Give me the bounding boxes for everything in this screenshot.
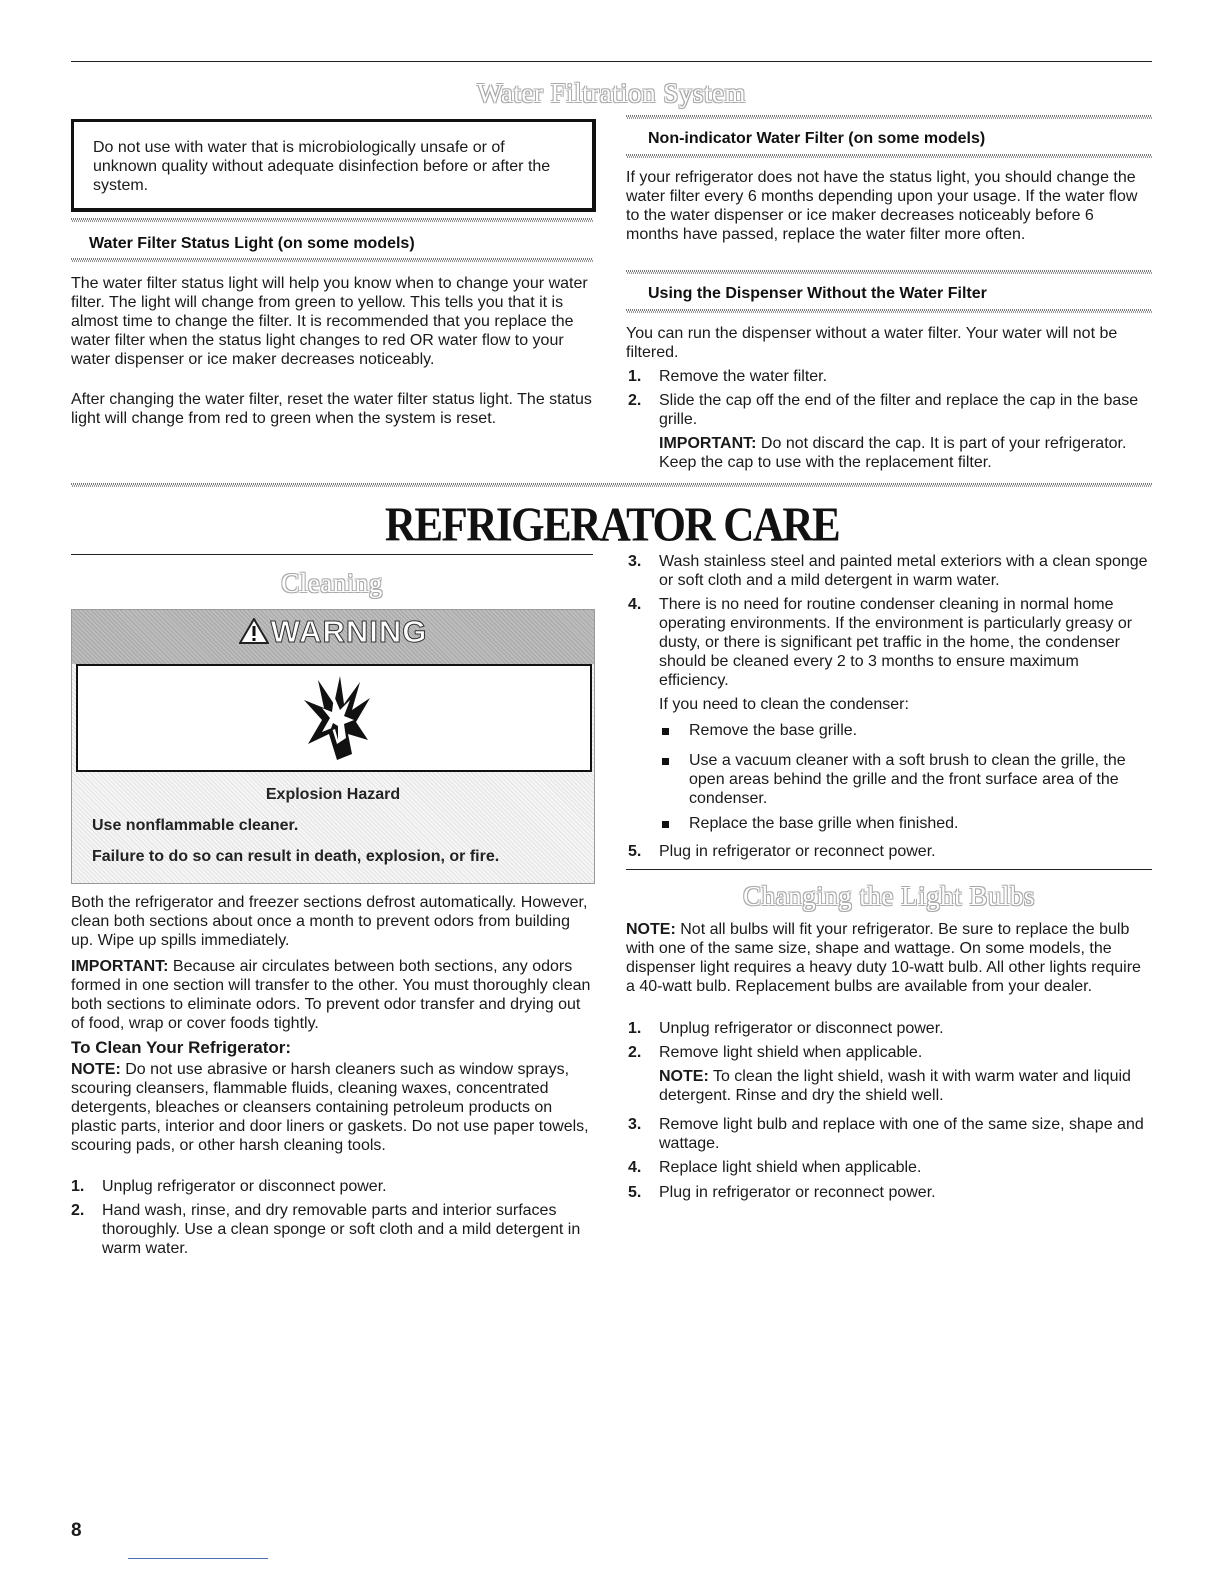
warning-label: WARNING bbox=[270, 614, 428, 649]
notice-text: Do not use with water that is microbiologically unsafe or of unknown quality without adequate disinfection before or after the system. bbox=[93, 139, 551, 194]
important-label: IMPORTANT: bbox=[659, 435, 757, 452]
bullet-text: Remove the base grille. bbox=[689, 722, 858, 739]
step-number: 3. bbox=[628, 1116, 642, 1133]
divider bbox=[626, 270, 1152, 274]
step-text: Unplug refrigerator or disconnect power. bbox=[659, 1020, 944, 1037]
warning-line1: Use nonflammable cleaner. bbox=[92, 817, 299, 834]
step2-note bbox=[659, 1067, 1149, 1105]
top-rule bbox=[71, 61, 1152, 62]
divider bbox=[71, 218, 593, 222]
note-label: NOTE: bbox=[626, 921, 676, 938]
step-number: 4. bbox=[628, 596, 642, 613]
condenser-intro: If you need to clean the condenser: bbox=[659, 696, 909, 713]
step-number: 1. bbox=[628, 368, 642, 385]
footer-link-line bbox=[128, 1558, 268, 1559]
important-text: Do not discard the cap. It is part of your refrigerator. Keep the cap to use with the replacement filter. bbox=[659, 435, 1127, 471]
step-text: Hand wash, rinse, and dry removable parts and interior surfaces thoroughly. Use a clean sponge or soft cloth and a mild detergent in warm water. bbox=[102, 1202, 581, 1257]
status-light-para1: The water filter status light will help you know when to change your water filter. The light will change from green to yellow. This tells you that it is almost time to change the filter. It is recommended that you replace the water filter when the status light changes to red OR water flow to your water dispenser or ice maker decreases noticeably. bbox=[71, 275, 588, 368]
divider bbox=[626, 154, 1152, 158]
status-light-heading: Water Filter Status Light (on some models) bbox=[89, 235, 415, 252]
step-number: 2. bbox=[628, 392, 642, 409]
cleaning-para1: Both the refrigerator and freezer sections defrost automatically. However, clean both sections about once a month to prevent odors from building up. Wipe up spills immediately. bbox=[71, 894, 588, 949]
note-text: Not all bulbs will fit your refrigerator. Be sure to replace the bulb with one of the same size, shape and wattage. On some models, the dispenser light requires a heavy duty 10-watt bulb. All other lights require a 40-watt bulb. Replacement bulbs are available from your dealer. bbox=[626, 921, 1141, 995]
notice-box bbox=[71, 119, 596, 212]
bullet bbox=[662, 758, 669, 765]
water-filtration-title: Water Filtration System bbox=[477, 78, 746, 108]
warning-pictogram-panel bbox=[76, 664, 592, 772]
step-text: Replace light shield when applicable. bbox=[659, 1159, 922, 1176]
cleaning-title: Cleaning bbox=[281, 568, 383, 598]
step-number: 1. bbox=[628, 1020, 642, 1037]
howto-heading: To Clean Your Refrigerator: bbox=[71, 1038, 292, 1057]
divider bbox=[71, 258, 593, 262]
warning-label-row bbox=[72, 614, 594, 652]
step-number: 5. bbox=[628, 1184, 642, 1201]
page-number: 8 bbox=[71, 1520, 82, 1541]
note-text: Do not use abrasive or harsh cleaners such as window sprays, scouring cleansers, flammable fluids, cleaning waxes, concentrated detergents, bleaches or cleansers containing petroleum products on plastic parts, interior and door liners or gaskets. Do not use paper towels, scouring pads, or other harsh cleaning tools. bbox=[71, 1061, 589, 1154]
warning-line2: Failure to do so can result in death, explosion, or fire. bbox=[92, 848, 500, 865]
important-note bbox=[659, 434, 1149, 472]
refrigerator-care-title: REFRIGERATOR CARE bbox=[384, 499, 840, 552]
cleaning-rule bbox=[71, 554, 593, 555]
divider bbox=[626, 115, 1152, 119]
bullet bbox=[662, 821, 669, 828]
warning-box bbox=[71, 609, 595, 884]
explosion-hazard: Explosion Hazard bbox=[265, 786, 401, 803]
note-text: To clean the light shield, wash it with warm water and liquid detergent. Rinse and dry the shield well. bbox=[659, 1068, 1131, 1104]
note-label: NOTE: bbox=[71, 1061, 121, 1078]
light-bulbs-title: Changing the Light Bulbs bbox=[743, 881, 1035, 911]
important-text: Because air circulates between both sections, any odors formed in one section will transfer to the other. You must thoroughly clean both sections to eliminate odors. To prevent odor transfer and drying out of food, wrap or cover foods tightly. bbox=[71, 958, 591, 1032]
divider bbox=[626, 309, 1152, 313]
step-text: Slide the cap off the end of the filter and replace the cap in the base grille. bbox=[659, 392, 1139, 428]
step-number: 3. bbox=[628, 553, 642, 570]
cleaning-note bbox=[71, 1060, 593, 1155]
step-number: 2. bbox=[628, 1044, 642, 1061]
bullet-text: Use a vacuum cleaner with a soft brush to clean the grille, the open areas behind the grille and the front surface area of the condenser. bbox=[689, 752, 1126, 807]
cleaning-important bbox=[71, 957, 593, 1033]
step-text: Plug in refrigerator or reconnect power. bbox=[659, 843, 936, 860]
note-label: NOTE: bbox=[659, 1068, 709, 1085]
step-number: 5. bbox=[628, 843, 642, 860]
status-light-para2: After changing the water filter, reset the water filter status light. The status light will change from red to green when the system is reset. bbox=[71, 391, 592, 427]
step-number: 2. bbox=[71, 1202, 85, 1219]
non-indicator-para: If your refrigerator does not have the status light, you should change the water filter every 6 months depending upon your usage. If the water flow to the water dispenser or ice maker decreases noticeably before 6 months have passed, replace the water filter more often. bbox=[626, 169, 1138, 243]
step-text: There is no need for routine condenser cleaning in normal home operating environments. If the environment is particularly greasy or dusty, or there is significant pet traffic in the home, the condenser should be cleaned every 2 to 3 months to ensure maximum efficiency. bbox=[659, 596, 1133, 689]
bullet-text: Replace the base grille when finished. bbox=[689, 815, 959, 832]
step-text: Wash stainless steel and painted metal exteriors with a clean sponge or soft cloth and a mild detergent in warm water. bbox=[659, 553, 1148, 589]
step-text: Remove light bulb and replace with one of the same size, shape and wattage. bbox=[659, 1116, 1144, 1152]
light-bulbs-rule bbox=[626, 869, 1152, 870]
important-label: IMPORTANT: bbox=[71, 958, 169, 975]
explosion-icon bbox=[302, 674, 372, 762]
step-text: Remove light shield when applicable. bbox=[659, 1044, 923, 1061]
step-text: Unplug refrigerator or disconnect power. bbox=[102, 1178, 387, 1195]
without-filter-heading: Using the Dispenser Without the Water Filter bbox=[648, 285, 987, 302]
bullet bbox=[662, 728, 669, 735]
without-filter-para: You can run the dispenser without a water filter. Your water will not be filtered. bbox=[626, 325, 1118, 361]
step-number: 1. bbox=[71, 1178, 85, 1195]
step-text: Remove the water filter. bbox=[659, 368, 828, 385]
step-text: Plug in refrigerator or reconnect power. bbox=[659, 1184, 936, 1201]
light-bulbs-note bbox=[626, 920, 1150, 996]
warning-triangle-icon bbox=[239, 616, 269, 652]
non-indicator-heading: Non-indicator Water Filter (on some models) bbox=[648, 130, 986, 147]
section-divider bbox=[71, 483, 1152, 487]
step-number: 4. bbox=[628, 1159, 642, 1176]
